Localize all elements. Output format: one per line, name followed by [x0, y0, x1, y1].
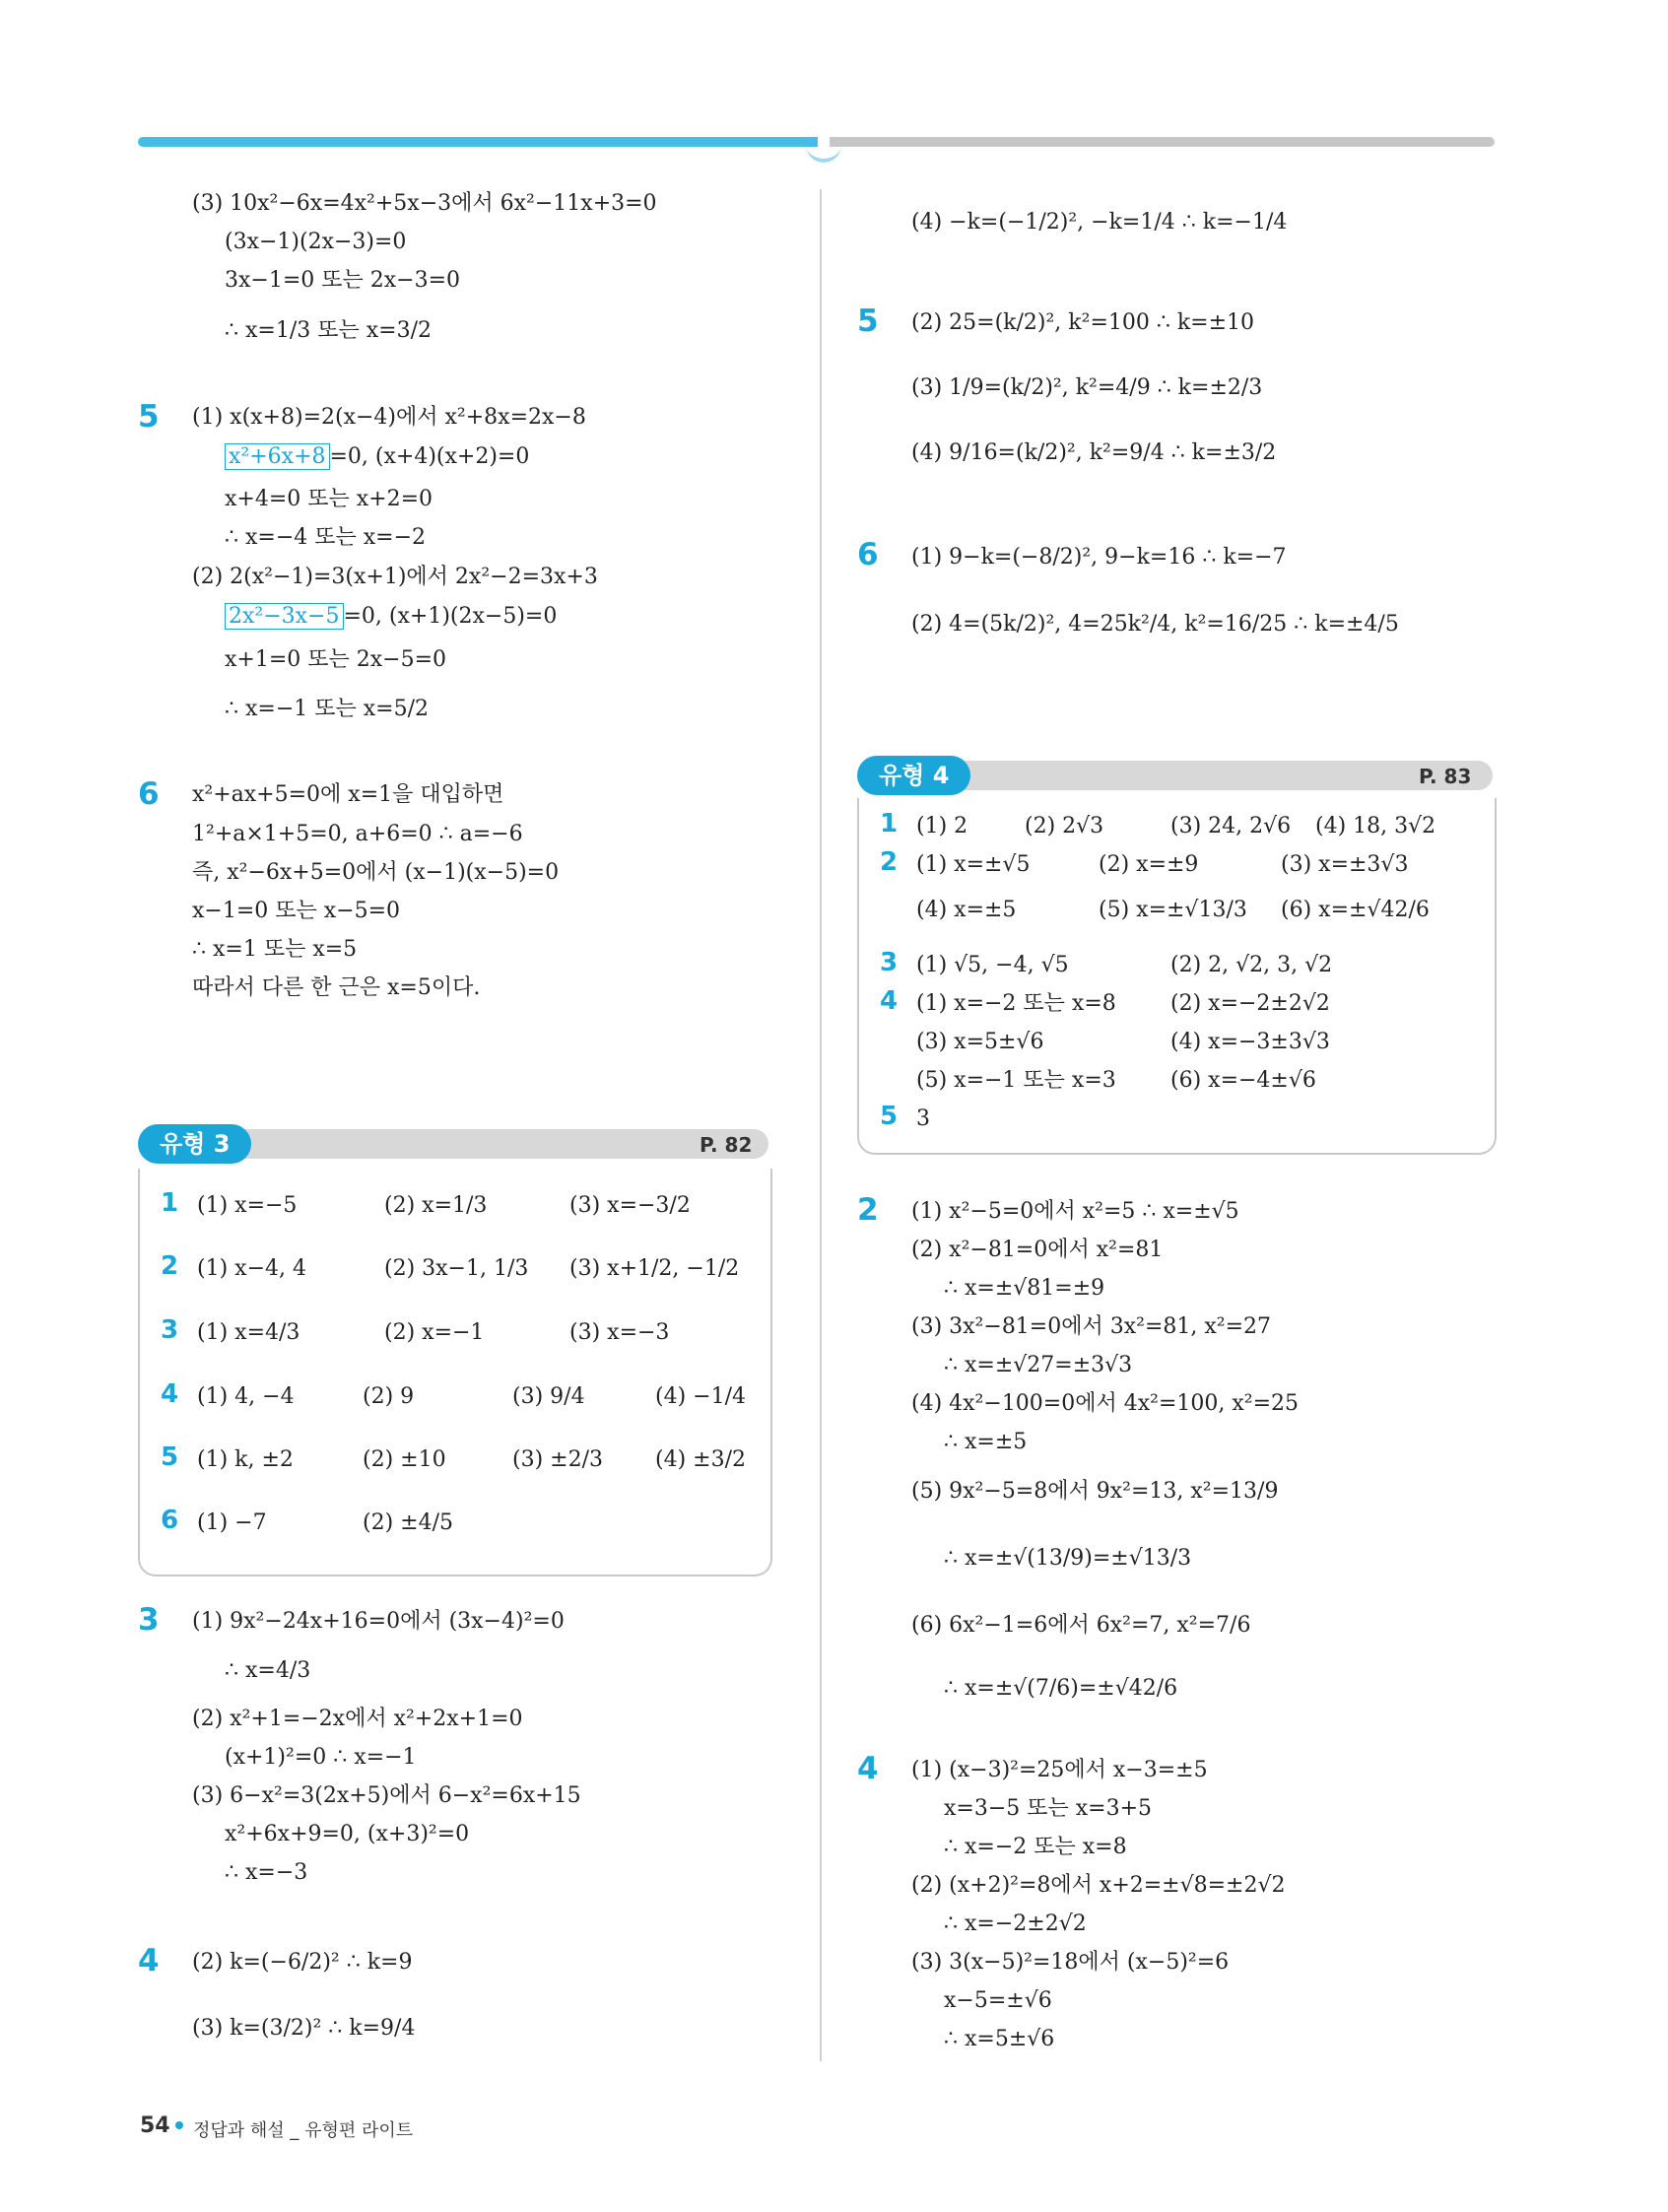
answer-line: (3) 6−x²=3(2x+5)에서 6−x²=6x+15: [192, 1783, 581, 1808]
type-tag: 유형 4: [857, 756, 970, 795]
problem-number: 6: [857, 537, 879, 572]
answer-item: (3) x=5±√6: [916, 1030, 1044, 1054]
answer-number: 4: [161, 1379, 179, 1409]
answer-line: ∴ x=−2 또는 x=8: [944, 1835, 1127, 1859]
answer-item: (5) x=−1 또는 x=3: [916, 1068, 1116, 1093]
page-reference: P. 83: [1419, 765, 1472, 788]
answer-line: (1) x(x+8)=2(x−4)에서 x²+8x=2x−8: [192, 405, 586, 430]
answer-line: (3) 3x²−81=0에서 3x²=81, x²=27: [911, 1314, 1272, 1339]
answer-line: (3) 10x²−6x=4x²+5x−3에서 6x²−11x+3=0: [192, 191, 657, 216]
answer-line: (5) 9x²−5=8에서 9x²=13, x²=13/9: [911, 1479, 1279, 1504]
answer-line: ∴ x=−1 또는 x=5/2: [225, 697, 429, 721]
problem-number: 3: [138, 1602, 160, 1638]
answer-line: ∴ x=−3: [225, 1860, 308, 1885]
answer-number: 6: [161, 1506, 179, 1535]
answer-item: (3) 24, 2√6: [1170, 814, 1292, 838]
answer-line: (1) 9x²−24x+16=0에서 (3x−4)²=0: [192, 1609, 565, 1634]
answer-line: (2) x²−81=0에서 x²=81: [911, 1238, 1164, 1262]
answer-number: 3: [161, 1315, 179, 1345]
answer-item: (1) x=4/3: [197, 1320, 300, 1345]
answer-line: (x+1)²=0 ∴ x=−1: [225, 1745, 417, 1770]
answer-line: ∴ x=5±√6: [944, 2027, 1055, 2051]
header-bar-right: [830, 137, 1495, 147]
answer-item: (1) −7: [197, 1510, 267, 1535]
page-reference: P. 82: [700, 1133, 753, 1157]
answer-item: (2) 2√3: [1025, 814, 1104, 838]
answer-line: x²+ax+5=0에 x=1을 대입하면: [192, 782, 504, 807]
answer-line: (2) 2(x²−1)=3(x+1)에서 2x²−2=3x+3: [192, 565, 598, 589]
answer-item: (3) 9/4: [512, 1384, 585, 1409]
answer-text: =0, (x+1)(2x−5)=0: [343, 604, 558, 629]
answer-line: ∴ x=−4 또는 x=−2: [225, 525, 427, 550]
answer-line: (1) x²−5=0에서 x²=5 ∴ x=±√5: [911, 1199, 1239, 1224]
answer-line: (6) 6x²−1=6에서 6x²=7, x²=7/6: [911, 1613, 1251, 1638]
answer-line: [225, 443, 529, 471]
answer-item: (6) x=−4±√6: [1170, 1068, 1316, 1093]
type-tag-bar: [197, 1129, 768, 1159]
answer-line: x²+6x+9=0, (x+3)²=0: [225, 1822, 470, 1846]
answer-line: (2) x²+1=−2x에서 x²+2x+1=0: [192, 1707, 523, 1731]
answer-line: (4) 4x²−100=0에서 4x²=100, x²=25: [911, 1391, 1300, 1416]
answer-item: (3) x=−3/2: [569, 1193, 691, 1218]
answer-line: ∴ x=−2±2√2: [944, 1911, 1087, 1936]
answer-item: (4) x=±5: [916, 898, 1017, 922]
answer-number: 5: [880, 1102, 899, 1131]
answer-line: 따라서 다른 한 근은 x=5이다.: [192, 975, 481, 1000]
answer-number: 1: [161, 1188, 179, 1218]
answer-line: (2) 25=(k/2)², k²=100 ∴ k=±10: [911, 310, 1255, 335]
answer-line: ∴ x=±√27=±3√3: [944, 1353, 1133, 1377]
answer-line: ∴ x=4/3: [225, 1658, 311, 1683]
answer-line: ∴ x=1/3 또는 x=3/2: [225, 318, 432, 343]
answer-item: (1) 2: [916, 814, 968, 838]
answer-line: (1) 9−k=(−8/2)², 9−k=16 ∴ k=−7: [911, 545, 1287, 570]
answer-line: (1) (x−3)²=25에서 x−3=±5: [911, 1758, 1208, 1782]
column-divider: [820, 189, 822, 2061]
answer-item: (1) √5, −4, √5: [916, 953, 1069, 977]
answer-item: (2) ±10: [363, 1447, 446, 1472]
answer-item: (4) −1/4: [655, 1384, 746, 1409]
highlight-box: x²+6x+8: [225, 443, 330, 470]
answer-number: 5: [161, 1442, 179, 1472]
answer-line: 1²+a×1+5=0, a+6=0 ∴ a=−6: [192, 822, 523, 846]
answer-line: (3) 3(x−5)²=18에서 (x−5)²=6: [911, 1950, 1230, 1975]
answer-line: (2) (x+2)²=8에서 x+2=±√8=±2√2: [911, 1873, 1286, 1898]
answer-item: (1) k, ±2: [197, 1447, 294, 1472]
problem-number: 5: [138, 399, 160, 435]
answer-line: (3x−1)(2x−3)=0: [225, 230, 407, 254]
problem-number: 6: [138, 776, 160, 812]
answer-item: (4) 18, 3√2: [1315, 814, 1436, 838]
highlight-box: 2x²−3x−5: [225, 603, 344, 630]
answer-text: =0, (x+4)(x+2)=0: [329, 444, 530, 469]
footer-bullet-icon: [175, 2121, 183, 2129]
answer-line: x−5=±√6: [944, 1988, 1052, 2013]
answer-line: x=3−5 또는 x=3+5: [944, 1796, 1153, 1821]
answer-item: (3) ±2/3: [512, 1447, 603, 1472]
problem-number: 4: [857, 1751, 879, 1786]
answer-number: 2: [161, 1251, 179, 1281]
answer-line: ∴ x=±√81=±9: [944, 1276, 1105, 1301]
answer-item: (3) x=−3: [569, 1320, 670, 1345]
answer-line: 3x−1=0 또는 2x−3=0: [225, 268, 461, 293]
answer-line: x−1=0 또는 x−5=0: [192, 899, 401, 923]
answer-item: (4) x=−3±3√3: [1170, 1030, 1330, 1054]
answer-line: ∴ x=±√(13/9)=±√13/3: [944, 1546, 1192, 1571]
answer-item: (1) x−4, 4: [197, 1256, 306, 1281]
answer-item: (1) 4, −4: [197, 1384, 295, 1409]
answer-line: ∴ x=1 또는 x=5: [192, 937, 358, 962]
answer-item: (2) ±4/5: [363, 1510, 453, 1535]
answer-item: (2) x=±9: [1099, 852, 1199, 877]
header-bar-left: [138, 137, 818, 147]
answer-item: (2) x=−1: [384, 1320, 485, 1345]
answer-item: (2) 2, √2, 3, √2: [1170, 953, 1333, 977]
footer-title: 정답과 해설 _ 유형편 라이트: [193, 2120, 414, 2141]
problem-number: 5: [857, 303, 879, 339]
type-tag: 유형 3: [138, 1124, 251, 1164]
answer-line: x+1=0 또는 2x−5=0: [225, 647, 447, 672]
answer-number: 3: [880, 948, 899, 977]
answer-item: (1) x=±√5: [916, 852, 1031, 877]
answer-item: 3: [916, 1106, 930, 1131]
answer-line: (4) −k=(−1/2)², −k=1/4 ∴ k=−1/4: [911, 210, 1288, 235]
problem-number: 4: [138, 1943, 160, 1978]
answer-item: (2) x=1/3: [384, 1193, 488, 1218]
answer-item: (2) x=−2±2√2: [1170, 991, 1330, 1016]
answer-item: (5) x=±√13/3: [1099, 898, 1247, 922]
answer-item: (2) 3x−1, 1/3: [384, 1256, 529, 1281]
answer-line: (4) 9/16=(k/2)², k²=9/4 ∴ k=±3/2: [911, 440, 1277, 465]
answer-line: (2) 4=(5k/2)², 4=25k²/4, k²=16/25 ∴ k=±4/5: [911, 612, 1399, 637]
answer-line: [225, 603, 557, 631]
answer-line: (3) 1/9=(k/2)², k²=4/9 ∴ k=±2/3: [911, 375, 1263, 400]
answer-item: (6) x=±√42/6: [1281, 898, 1430, 922]
answer-line: (3) k=(3/2)² ∴ k=9/4: [192, 2016, 416, 2041]
answer-item: (1) x=−2 또는 x=8: [916, 991, 1116, 1016]
answer-item: (4) ±3/2: [655, 1447, 746, 1472]
answer-number: 1: [880, 809, 899, 838]
answer-item: (2) 9: [363, 1384, 415, 1409]
answer-number: 4: [880, 986, 899, 1016]
answer-line: (2) k=(−6/2)² ∴ k=9: [192, 1950, 413, 1975]
answer-line: ∴ x=±√(7/6)=±√42/6: [944, 1676, 1178, 1701]
problem-number: 2: [857, 1192, 879, 1228]
answer-line: x+4=0 또는 x+2=0: [225, 487, 434, 511]
answer-line: ∴ x=±5: [944, 1430, 1028, 1454]
page-number: 54: [140, 2113, 170, 2138]
answer-item: (3) x=±3√3: [1281, 852, 1409, 877]
answer-number: 2: [880, 847, 899, 877]
answer-item: (3) x+1/2, −1/2: [569, 1256, 740, 1281]
type-tag-bar: [916, 761, 1493, 790]
answer-item: (1) x=−5: [197, 1193, 298, 1218]
answer-line: 즉, x²−6x+5=0에서 (x−1)(x−5)=0: [192, 860, 560, 885]
